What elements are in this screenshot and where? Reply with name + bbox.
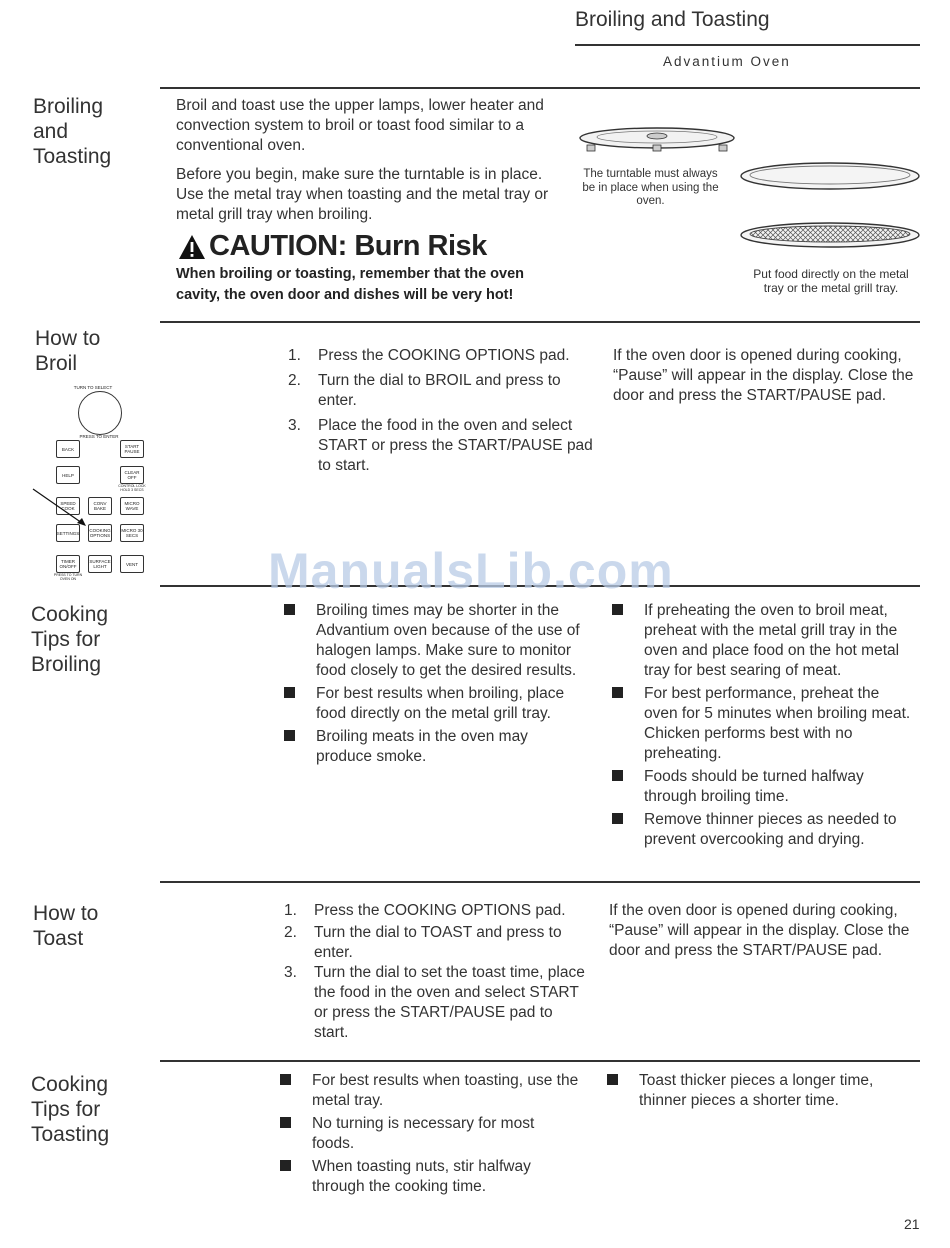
tip-item: For best results when toasting, use the metal tray. bbox=[280, 1071, 580, 1111]
toast-steps bbox=[284, 901, 589, 1043]
caution-heading-text: CAUTION: Burn Risk bbox=[209, 230, 487, 262]
micro-30-secs-key: MICRO 30 SECS bbox=[120, 524, 144, 542]
start-pause-key: START PAUSE bbox=[120, 440, 144, 458]
warning-triangle-icon bbox=[178, 234, 206, 260]
header-subtitle: Advantium Oven bbox=[663, 54, 791, 69]
intro-paragraph-1: Broil and toast use the upper lamps, lower heater and convection system to broil or toast food similar to a conventional oven. bbox=[176, 97, 544, 154]
arrow-pointer-icon bbox=[30, 485, 100, 535]
clear-off-key: CLEAR OFF bbox=[120, 466, 144, 484]
tips-broil-left-list bbox=[284, 601, 584, 770]
tip-item: No turning is necessary for most foods. bbox=[280, 1114, 580, 1154]
tip-item: Broiling times may be shorter in the Advantium oven because of the use of halogen lamps. Make sure to monitor food closely to get the desired results. bbox=[284, 601, 584, 681]
vent-key: VENT bbox=[120, 555, 144, 573]
control-panel-illustration bbox=[30, 385, 160, 580]
speed-cook-key: SPEED COOK bbox=[56, 497, 80, 515]
dial-top-label: TURN TO SELECT bbox=[73, 385, 113, 390]
back-key: BACK bbox=[56, 440, 80, 458]
tips-toast-section-title: Cooking Tips for Toasting bbox=[31, 1073, 110, 1146]
tray-caption: Put food directly on the metal tray or the metal grill tray. bbox=[753, 267, 909, 295]
timer-note: PRESS TO TURN OVEN ON bbox=[53, 573, 83, 581]
tips-broil-section-title: Cooking Tips for Broiling bbox=[31, 603, 109, 676]
caution-heading bbox=[178, 230, 487, 263]
tip-item: Remove thinner pieces as needed to prevent overcooking and drying. bbox=[612, 810, 917, 850]
intro-section-title: Broiling and Toasting bbox=[33, 95, 112, 168]
toast-step: 2. Turn the dial to TOAST and press to enter. bbox=[284, 924, 562, 961]
tip-item: Toast thicker pieces a longer time, thinner pieces a shorter time. bbox=[607, 1071, 907, 1111]
intro-paragraph-2: Before you begin, make sure the turntable is in place. Use the metal tray when toasting and the metal tray or metal grill tray when broiling. bbox=[176, 166, 549, 223]
section-divider bbox=[160, 881, 920, 883]
tips-broil-right-list bbox=[612, 601, 917, 853]
timer-key: TIMER ON/OFF bbox=[56, 555, 80, 573]
surface-light-key: SURFACE LIGHT bbox=[88, 555, 112, 573]
toast-section-title: How to Toast bbox=[33, 902, 99, 950]
header-rule bbox=[575, 44, 920, 46]
metal-tray-illustration bbox=[738, 160, 922, 192]
watermark: ManualsLib.com bbox=[268, 543, 674, 599]
dial-bottom-label: PRESS TO ENTER bbox=[79, 434, 119, 439]
conv-bake-key: CONV BAKE bbox=[88, 497, 112, 515]
section-divider bbox=[160, 321, 920, 323]
tip-item: For best results when broiling, place food directly on the metal grill tray. bbox=[284, 684, 584, 724]
microwave-key: MICRO WAVE bbox=[120, 497, 144, 515]
tip-item: Broiling meats in the oven may produce smoke. bbox=[284, 727, 584, 767]
tip-item: For best performance, preheat the oven for 5 minutes when broiling meat. Chicken performs best with no preheating. bbox=[612, 684, 917, 764]
help-key: HELP bbox=[56, 466, 80, 484]
section-divider bbox=[160, 87, 920, 89]
broil-door-note: If the oven door is opened during cooking, “Pause” will appear in the display. Close the door and press the START/PAUSE pad. bbox=[613, 347, 914, 404]
broil-step: 2. Turn the dial to BROIL and press to enter. bbox=[288, 372, 561, 409]
turntable-illustration bbox=[577, 124, 737, 158]
broil-step: 1. Press the COOKING OPTIONS pad. bbox=[288, 347, 570, 364]
toast-step: 1. Press the COOKING OPTIONS pad. bbox=[284, 902, 566, 919]
tip-item: When toasting nuts, stir halfway through the cooking time. bbox=[280, 1157, 580, 1197]
metal-grill-tray-illustration bbox=[738, 220, 922, 250]
page-number: 21 bbox=[904, 1216, 920, 1232]
cooking-options-key: COOKING OPTIONS bbox=[88, 524, 112, 542]
turntable-caption: The turntable must always be in place when using the oven. bbox=[582, 168, 719, 207]
broil-steps bbox=[288, 346, 593, 481]
section-divider bbox=[160, 1060, 920, 1062]
broil-step: 3. Place the food in the oven and select START or press the START/PAUSE pad to start. bbox=[288, 417, 593, 474]
caution-text: When broiling or toasting, remember that the oven cavity, the oven door and dishes will be very hot! bbox=[176, 266, 525, 303]
selection-dial bbox=[78, 391, 122, 435]
settings-key: SETTINGS bbox=[56, 524, 80, 542]
tip-item: If preheating the oven to broil meat, preheat with the metal grill tray in the oven and place food on the hot metal tray for best searing of meat. bbox=[612, 601, 917, 681]
tips-toast-right-list bbox=[607, 1071, 907, 1114]
toast-door-note: If the oven door is opened during cooking, “Pause” will appear in the display. Close the door and press the START/PAUSE pad. bbox=[609, 902, 910, 959]
broil-section-title: How to Broil bbox=[35, 327, 101, 375]
tips-toast-left-list bbox=[280, 1071, 580, 1200]
header-title: Broiling and Toasting bbox=[575, 8, 770, 31]
control-lock-note: CONTROL LOCK HOLD 3 SECS bbox=[118, 484, 146, 492]
toast-step: 3. Turn the dial to set the toast time, place the food in the oven and select START or press the START/PAUSE pad to start. bbox=[284, 964, 585, 1041]
tip-item: Foods should be turned halfway through broiling time. bbox=[612, 767, 917, 807]
